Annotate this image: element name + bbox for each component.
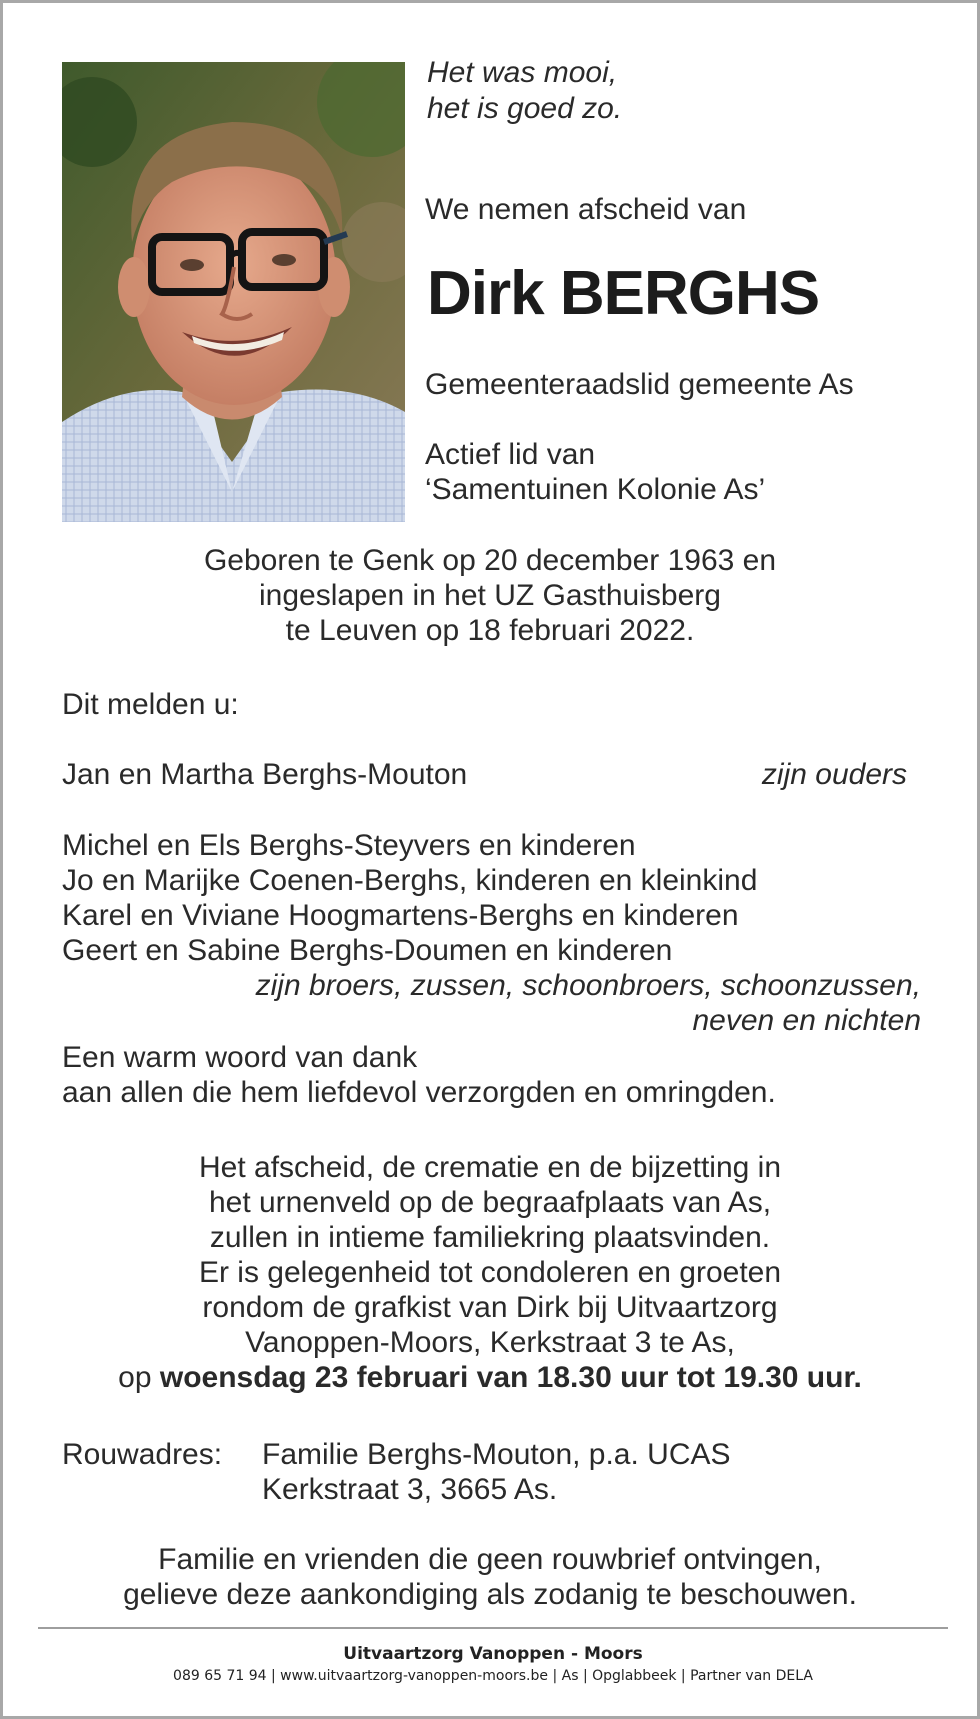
ceremony-when-prefix: op xyxy=(118,1361,160,1394)
birth-line-2: ingeslapen in het UZ Gasthuisberg xyxy=(259,579,721,612)
notice-line-1: Familie en vrienden die geen rouwbrief ontvingen, xyxy=(158,1543,822,1576)
footer-company: Uitvaartzorg Vanoppen - Moors xyxy=(343,1644,643,1664)
ceremony-when xyxy=(3,1360,977,1395)
deceased-name: Dirk BERGHS xyxy=(427,259,820,328)
quote-line-1: Het was mooi, xyxy=(427,56,618,89)
birth-line-3: te Leuven op 18 februari 2022. xyxy=(285,614,695,647)
sibling-line: Geert en Sabine Berghs-Doumen en kinderen xyxy=(62,934,673,967)
parents-relation: zijn ouders xyxy=(761,758,907,791)
footer-divider xyxy=(38,1627,948,1629)
ceremony-line: rondom de grafkist van Dirk bij Uitvaartzorg xyxy=(202,1291,778,1324)
quote-line-2: het is goed zo. xyxy=(427,92,623,125)
membership-line-2: ‘Samentuinen Kolonie As’ xyxy=(425,473,766,506)
sibling-line: Karel en Viviane Hoogmartens-Berghs en kinderen xyxy=(62,899,739,932)
ceremony-block xyxy=(3,1150,977,1395)
sibling-line: Jo en Marijke Coenen-Berghs, kinderen en kleinkind xyxy=(62,864,758,897)
footer-contact: 089 65 71 94 | www.uitvaartzorg-vanoppen-moors.be | As | Opglabbeek | Partner van DELA xyxy=(173,1668,813,1684)
deceased-role: Gemeenteraadslid gemeente As xyxy=(425,368,854,401)
portrait-photo xyxy=(62,62,405,522)
notice-block xyxy=(3,1542,977,1612)
ceremony-line: Er is gelegenheid tot condoleren en groeten xyxy=(198,1256,782,1289)
membership-line-1: Actief lid van xyxy=(425,438,596,471)
thanks-line-2: aan allen die hem liefdevol verzorgden en omringden. xyxy=(62,1076,776,1109)
sibling-line: Michel en Els Berghs-Steyvers en kinderen xyxy=(62,829,636,862)
ceremony-line: zullen in intieme familiekring plaatsvinden. xyxy=(209,1221,771,1254)
birth-line-1: Geboren te Genk op 20 december 1963 en xyxy=(203,544,777,577)
parents-names: Jan en Martha Berghs-Mouton xyxy=(62,758,468,791)
address-line-2: Kerkstraat 3, 3665 As. xyxy=(262,1473,558,1506)
thanks-line-1: Een warm woord van dank xyxy=(62,1041,418,1074)
announce-heading: Dit melden u: xyxy=(62,688,239,721)
ceremony-line: Het afscheid, de crematie en de bijzetting in xyxy=(199,1151,781,1184)
address-label: Rouwadres: xyxy=(62,1438,223,1471)
notice-line-2: gelieve deze aankondiging als zodanig te beschouwen. xyxy=(123,1578,857,1611)
farewell-intro: We nemen afscheid van xyxy=(425,193,747,226)
ceremony-line: het urnenveld op de begraafplaats van As, xyxy=(208,1186,772,1219)
ceremony-line: Vanoppen-Moors, Kerkstraat 3 te As, xyxy=(245,1326,735,1359)
birth-death-block xyxy=(3,543,977,648)
address-line-1: Familie Berghs-Mouton, p.a. UCAS xyxy=(262,1438,731,1471)
siblings-relation-line-2: neven en nichten xyxy=(692,1004,921,1037)
siblings-relation-line-1: zijn broers, zussen, schoonbroers, schoonzussen, xyxy=(255,969,921,1002)
ceremony-when-date: woensdag 23 februari van 18.30 uur tot 19.30 uur. xyxy=(159,1361,862,1394)
